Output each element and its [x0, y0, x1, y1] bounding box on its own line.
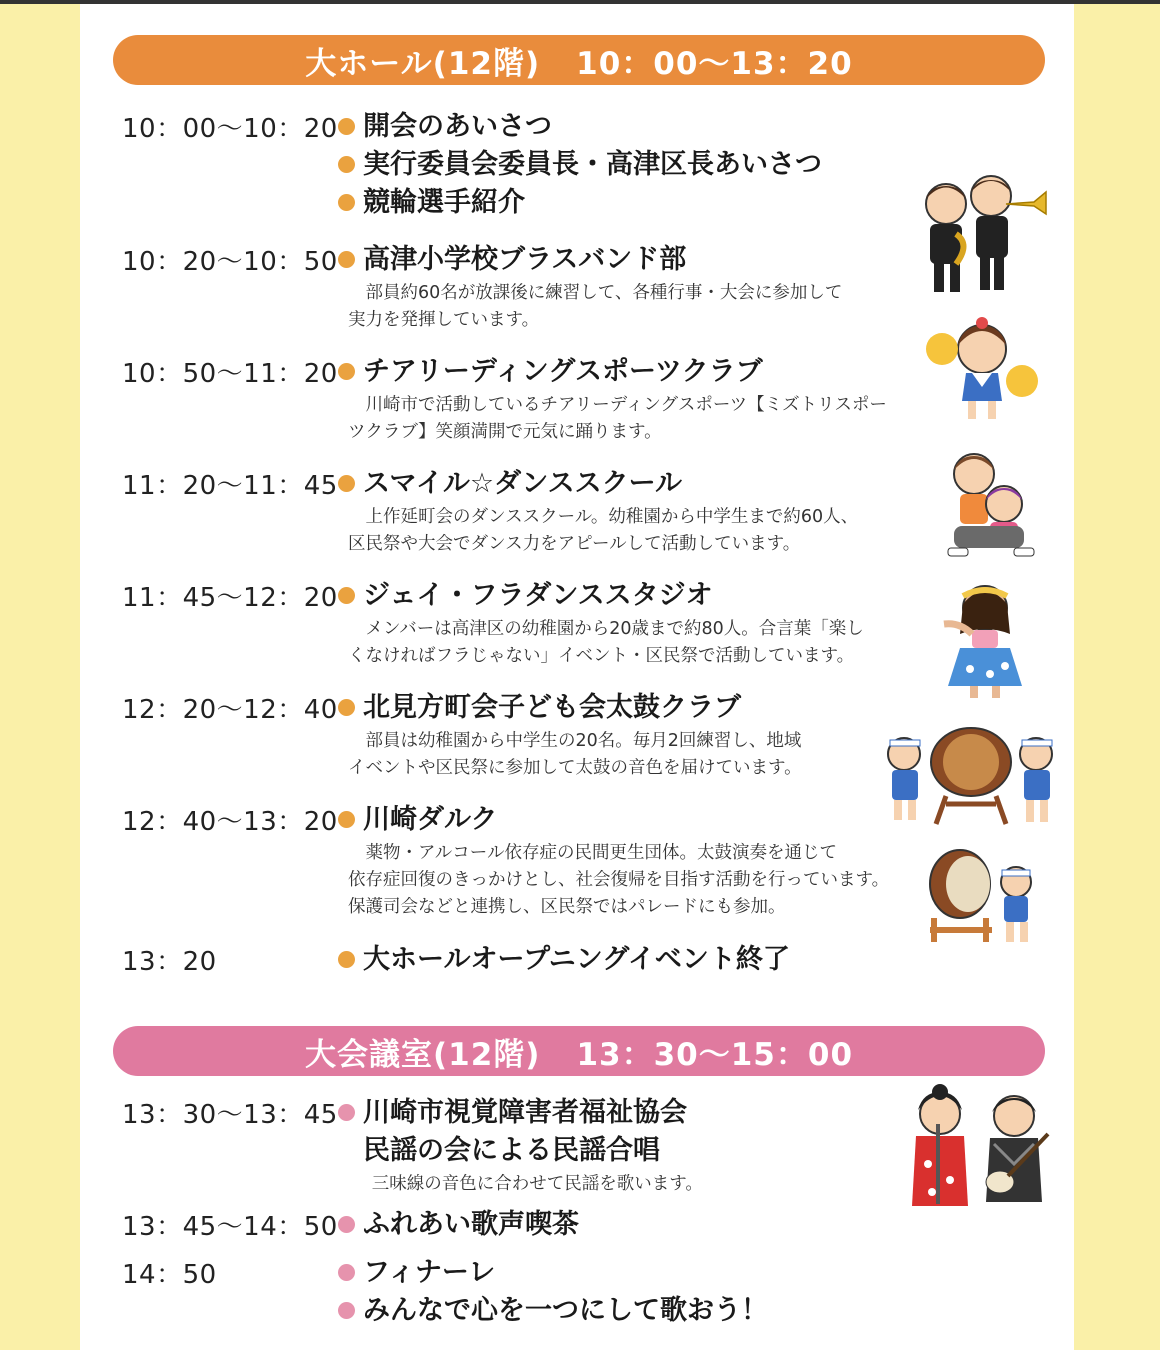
item-title: 大ホールオープニングイベント終了	[363, 944, 790, 975]
desc-line: 上作延町会のダンススクール。幼稚園から中学生まで約60人、	[365, 507, 859, 527]
item-title: 川崎ダルク	[363, 804, 498, 835]
item-description	[348, 616, 908, 670]
item-title: 川崎市視覚障害者福祉協会	[363, 1097, 687, 1128]
cheerleader-girl-icon	[922, 309, 1042, 424]
meeting-header-name: 大会議室(12階)	[304, 1036, 541, 1073]
bullet-icon	[338, 1302, 355, 1319]
program-item	[338, 1292, 918, 1330]
row-time: 10：20〜10：50	[122, 247, 338, 277]
program-item	[338, 577, 918, 615]
bullet-icon	[338, 587, 355, 604]
dancing-girls-icon	[934, 444, 1044, 569]
desc-line: 保護司会などと連携し、区民祭ではパレードにも参加。	[348, 897, 786, 917]
row-time: 14：50	[122, 1260, 217, 1290]
program-item	[338, 689, 918, 727]
item-title: 北見方町会子ども会太鼓クラブ	[363, 692, 741, 723]
item-title: 民謡の会による民謡合唱	[363, 1135, 660, 1166]
program-item	[338, 1094, 918, 1132]
bullet-icon	[338, 811, 355, 828]
program-sheet	[80, 4, 1074, 1350]
row-time: 10：00〜10：20	[122, 114, 338, 144]
bullet-icon	[338, 363, 355, 380]
desc-line: 実力を発揮しています。	[348, 310, 540, 330]
row-time: 13：45〜14：50	[122, 1212, 338, 1242]
program-item	[338, 184, 918, 222]
desc-line: 三味線の音色に合わせて民謡を歌います。	[371, 1174, 703, 1194]
row-time: 13：30〜13：45	[122, 1100, 338, 1130]
program-item	[338, 1206, 918, 1244]
bullet-icon	[338, 699, 355, 716]
program-item-continued	[338, 1132, 918, 1170]
item-title: みんなで心を一つにして歌おう！	[363, 1295, 768, 1326]
bullet-icon	[338, 1104, 355, 1121]
row-time: 11：45〜12：20	[122, 583, 338, 613]
bullet-icon	[338, 251, 355, 268]
item-description	[348, 840, 908, 921]
row-time: 11：20〜11：45	[122, 471, 338, 501]
row-time: 12：20〜12：40	[122, 695, 338, 725]
bullet-icon	[338, 118, 355, 135]
bullet-icon	[338, 194, 355, 211]
meeting-header-time: 13：30〜15：00	[576, 1036, 854, 1073]
item-title: 開会のあいさつ	[363, 111, 552, 142]
item-description	[348, 392, 908, 446]
row-time: 10：50〜11：20	[122, 359, 338, 389]
hall-header-time: 10：00〜13：20	[576, 45, 853, 82]
program-item	[338, 146, 918, 184]
hall-header-name: 大ホール(12階)	[305, 45, 541, 82]
desc-line: 部員約60名が放課後に練習して、各種行事・大会に参加して	[365, 283, 843, 303]
item-description	[348, 280, 908, 334]
program-item	[338, 801, 918, 839]
bullet-icon	[338, 156, 355, 173]
hall-section-header	[113, 35, 1045, 85]
item-title: ジェイ・フラダンススタジオ	[363, 580, 713, 611]
taiko-drum-kids-icon	[876, 724, 1066, 834]
desc-line: 川崎市で活動しているチアリーディングスポーツ【ミズトリスポー	[365, 395, 887, 415]
desc-line: イベントや区民祭に参加して太鼓の音色を届けています。	[348, 758, 802, 778]
item-description	[348, 504, 908, 558]
program-item	[338, 241, 918, 279]
desc-line: 薬物・アルコール依存症の民間更生団体。太鼓演奏を通じて	[365, 843, 837, 863]
desc-line: ツクラブ】笑顔満開で元気に踊ります。	[348, 422, 662, 442]
row-time: 12：40〜13：20	[122, 807, 338, 837]
hula-dancer-icon	[930, 574, 1040, 704]
program-item	[338, 353, 918, 391]
desc-line: くなければフラじゃない」イベント・区民祭で活動しています。	[348, 646, 855, 666]
desc-line: 部員は幼稚園から中学生の20名。毎月2回練習し、地域	[365, 731, 802, 751]
program-item	[338, 465, 918, 503]
item-title: ふれあい歌声喫茶	[363, 1209, 579, 1240]
item-description	[348, 728, 908, 782]
bullet-icon	[338, 1264, 355, 1281]
desc-line: 区民祭や大会でダンス力をアピールして活動しています。	[348, 534, 801, 554]
item-title: 実行委員会委員長・高津区長あいさつ	[363, 149, 822, 180]
item-title: 高津小学校ブラスバンド部	[363, 244, 687, 275]
desc-line: メンバーは高津区の幼稚園から20歳まで約80人。合言葉「楽し	[365, 619, 864, 639]
program-item	[338, 108, 918, 146]
meeting-section-header	[113, 1026, 1045, 1076]
bullet-icon	[338, 1216, 355, 1233]
item-title: 競輪選手紹介	[363, 187, 525, 218]
brass-band-kids-icon	[916, 174, 1056, 304]
bullet-icon	[338, 475, 355, 492]
item-title: フィナーレ	[363, 1257, 496, 1288]
row-time: 13：20	[122, 947, 217, 977]
program-item	[338, 1254, 918, 1292]
item-title: スマイル☆ダンススクール	[363, 468, 683, 499]
folk-singers-shamisen-icon	[902, 1084, 1052, 1214]
item-description	[363, 1171, 923, 1198]
bullet-icon	[338, 951, 355, 968]
taiko-drummer-icon	[924, 844, 1044, 949]
program-item	[338, 941, 918, 979]
desc-line: 依存症回復のきっかけとし、社会復帰を目指す活動を行っています。	[348, 870, 890, 890]
item-title: チアリーディングスポーツクラブ	[363, 356, 763, 387]
